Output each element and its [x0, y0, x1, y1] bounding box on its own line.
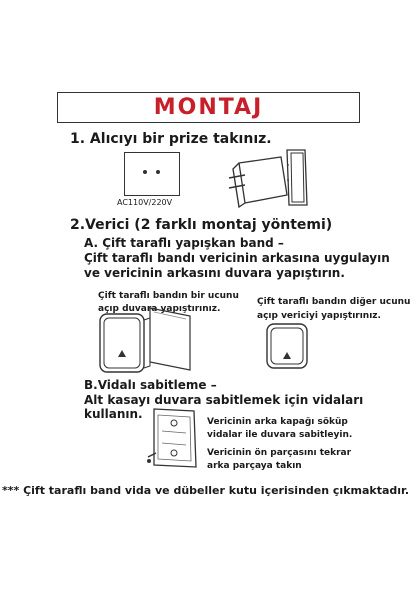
caption-right-2: açıp vericiyi yapıştırınız. — [257, 311, 381, 321]
method-b-line1: B.Vidalı sabitleme – — [84, 378, 217, 392]
caption-left-1: Çift taraflı bandın bir ucunu — [98, 291, 239, 301]
footer-note: *** Çift taraflı band vida ve dübeller kutu içerisinden çıkmaktadır. — [2, 484, 410, 497]
step1-heading: 1. Alıcıyı bir prize takınız. — [70, 131, 272, 147]
caption-left-2: açıp duvara yapıştırınız. — [98, 304, 221, 314]
voltage-label: AC110V/220V — [117, 198, 173, 207]
socket-hole-right — [156, 170, 160, 174]
step2-heading: 2.Verici (2 farklı montaj yöntemi) — [70, 217, 333, 233]
note1-2: vidalar ile duvara sabitleyin. — [207, 430, 353, 440]
page-title: MONTAJ — [153, 95, 264, 120]
note2-2: arka parçaya takın — [207, 461, 302, 471]
transmitter-illustration — [265, 322, 315, 372]
title-box — [57, 92, 360, 123]
note1-1: Vericinin arka kapağı söküp — [207, 417, 348, 427]
wall-socket — [124, 152, 180, 196]
back-plate-illustration — [140, 405, 210, 475]
method-b-line2: Alt kasayı duvara sabitlemek için vidaları kullanın. — [84, 393, 364, 421]
method-a-line2: Çift taraflı bandı vericinin arkasına uygulayın — [84, 251, 390, 265]
transmitter-tape-illustration — [90, 300, 210, 380]
method-a-line3: ve vericinin arkasını duvara yapıştırın. — [84, 266, 345, 280]
caption-right-1: Çift taraflı bandın diğer ucunu — [257, 297, 411, 307]
method-a-line1: A. Çift taraflı yapışkan band – — [84, 236, 284, 250]
socket-hole-left — [143, 170, 147, 174]
receiver-plug-illustration — [225, 145, 315, 215]
note2-1: Vericinin ön parçasını tekrar — [207, 448, 352, 458]
